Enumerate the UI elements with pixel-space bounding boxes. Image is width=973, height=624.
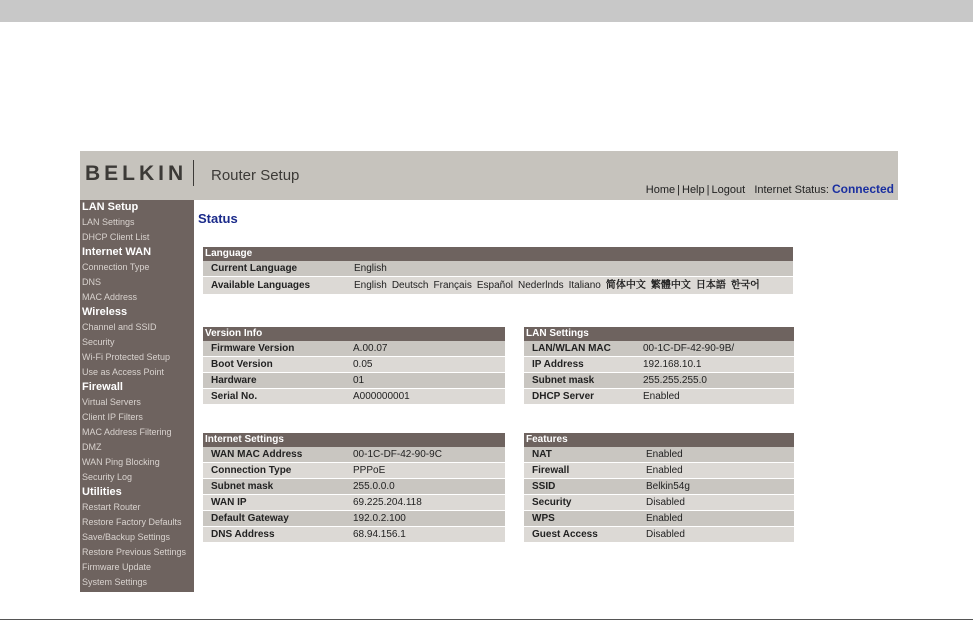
sidebar-item-firmware-update[interactable]: Firmware Update (82, 562, 152, 572)
row-value: 68.94.156.1 (353, 529, 406, 540)
table-row (524, 389, 794, 405)
language-link[interactable]: English (354, 280, 387, 291)
sidebar-item-mac-filtering[interactable]: MAC Address Filtering (82, 427, 172, 437)
row-value: A.00.07 (353, 343, 388, 354)
row-value: A000000001 (353, 391, 410, 402)
table-row (203, 373, 505, 389)
row-label: WPS (532, 513, 555, 524)
row-label: Firewall (532, 465, 570, 476)
belkin-logo: BELKIN (85, 162, 188, 185)
language-link[interactable]: Français (433, 280, 472, 291)
link-separator: | (677, 184, 680, 196)
sidebar-item-access-point[interactable]: Use as Access Point (82, 367, 165, 377)
sidebar-item-security-log[interactable]: Security Log (82, 472, 133, 482)
row-value: 01 (353, 375, 365, 386)
table-row (524, 527, 794, 543)
sidebar-item-restart-router[interactable]: Restart Router (82, 502, 141, 512)
logout-link[interactable]: Logout (711, 184, 746, 196)
row-label: DNS Address (211, 529, 275, 540)
row-label: Security (532, 497, 572, 508)
language-link[interactable]: 简体中文 (605, 280, 646, 291)
table-row (203, 511, 505, 527)
language-link[interactable]: Nederlnds (518, 280, 564, 291)
table-row (203, 447, 505, 463)
sidebar-section-lan-setup[interactable]: LAN Setup (82, 201, 139, 213)
row-value: 00-1C-DF-42-90-9B/ (643, 343, 735, 354)
table-row (524, 341, 794, 357)
sidebar-item-mac-address[interactable]: MAC Address (82, 292, 138, 302)
sidebar-item-restore-previous[interactable]: Restore Previous Settings (82, 547, 187, 557)
table-row (524, 373, 794, 389)
internet-settings-panel (203, 433, 505, 543)
row-label: Firmware Version (211, 343, 295, 354)
row-label: Connection Type (211, 465, 292, 476)
sidebar-section-wireless[interactable]: Wireless (82, 306, 128, 318)
table-row (524, 447, 794, 463)
table-row (524, 357, 794, 373)
main-content (194, 200, 898, 592)
table-row (203, 389, 505, 405)
table-row (203, 357, 505, 373)
sidebar-item-dns[interactable]: DNS (82, 277, 102, 287)
table-row (203, 463, 505, 479)
features-panel (524, 433, 794, 543)
row-label: WAN IP (211, 497, 247, 508)
table-row (203, 341, 505, 357)
row-label: SSID (532, 481, 556, 492)
panel-header: LAN Settings (524, 327, 794, 341)
row-label: Current Language (211, 263, 298, 274)
row-value: 192.168.10.1 (643, 359, 702, 370)
sidebar-section-firewall[interactable]: Firewall (82, 381, 123, 393)
language-panel (203, 247, 793, 295)
language-links (354, 277, 765, 294)
language-link[interactable]: Italiano (568, 280, 601, 291)
row-value: 192.0.2.100 (353, 513, 406, 524)
table-row (524, 479, 794, 495)
row-value: Disabled (646, 529, 685, 540)
sidebar-item-client-ip-filters[interactable]: Client IP Filters (82, 412, 143, 422)
sidebar-section-utilities[interactable]: Utilities (82, 486, 122, 498)
sidebar-item-wan-ping-blocking[interactable]: WAN Ping Blocking (82, 457, 160, 467)
table-row (203, 277, 793, 295)
home-link[interactable]: Home (645, 184, 676, 196)
page-divider (0, 619, 973, 620)
row-value: PPPoE (353, 465, 386, 476)
sidebar-section-internet-wan[interactable]: Internet WAN (82, 246, 152, 258)
row-label: Available Languages (211, 280, 311, 291)
row-value: Enabled (646, 513, 683, 524)
panel-header: Language (203, 247, 793, 261)
language-link[interactable]: 繁體中文 (650, 280, 691, 291)
sidebar (80, 200, 194, 592)
row-value: 00-1C-DF-42-90-9C (353, 449, 442, 460)
top-links (646, 182, 894, 196)
row-label: LAN/WLAN MAC (532, 343, 611, 354)
version-info-panel (203, 327, 505, 405)
sidebar-item-restore-defaults[interactable]: Restore Factory Defaults (82, 517, 182, 527)
router-setup-window (80, 151, 898, 592)
sidebar-item-channel-ssid[interactable]: Channel and SSID (82, 322, 157, 332)
row-label: Serial No. (211, 391, 258, 402)
panel-header: Features (524, 433, 794, 447)
row-value: Belkin54g (646, 481, 690, 492)
lan-settings-panel (524, 327, 794, 405)
app-title: Router Setup (211, 167, 300, 184)
sidebar-item-wps[interactable]: Wi-Fi Protected Setup (82, 352, 171, 362)
sidebar-item-lan-settings[interactable]: LAN Settings (82, 217, 135, 227)
row-value: 255.255.255.0 (643, 375, 707, 386)
table-row (203, 261, 793, 277)
table-row (524, 495, 794, 511)
row-label: Subnet mask (532, 375, 595, 386)
row-label: Hardware (211, 375, 257, 386)
language-link[interactable]: 한국어 (730, 280, 760, 291)
row-label: IP Address (532, 359, 584, 370)
table-row (203, 527, 505, 543)
row-value: 255.0.0.0 (353, 481, 395, 492)
language-link[interactable]: 日本語 (695, 280, 726, 291)
row-label: Default Gateway (211, 513, 289, 524)
row-value: Enabled (646, 465, 683, 476)
sidebar-item-dhcp-client-list[interactable]: DHCP Client List (82, 232, 150, 242)
sidebar-item-save-backup[interactable]: Save/Backup Settings (82, 532, 171, 542)
internet-status-value: Connected (831, 182, 894, 196)
table-row (203, 479, 505, 495)
sidebar-item-security[interactable]: Security (82, 337, 115, 347)
row-value: Enabled (646, 449, 683, 460)
sidebar-item-system-settings[interactable]: System Settings (82, 577, 148, 587)
row-value: 69.225.204.118 (353, 497, 422, 508)
sidebar-item-dmz[interactable]: DMZ (82, 442, 102, 452)
page-title: Status (198, 211, 238, 226)
row-label: Boot Version (211, 359, 273, 370)
row-value: Disabled (646, 497, 685, 508)
row-label: NAT (532, 449, 552, 460)
help-link[interactable]: Help (682, 184, 705, 196)
panel-header: Internet Settings (203, 433, 505, 447)
sidebar-item-virtual-servers[interactable]: Virtual Servers (82, 397, 141, 407)
header (80, 151, 898, 200)
table-row (524, 463, 794, 479)
panel-header: Version Info (203, 327, 505, 341)
row-value: Enabled (643, 391, 680, 402)
logo-divider (193, 160, 194, 186)
link-separator: | (706, 184, 710, 196)
top-bar (0, 0, 973, 22)
row-label: Guest Access (532, 529, 598, 540)
row-label: WAN MAC Address (211, 449, 303, 460)
row-label: Subnet mask (211, 481, 274, 492)
sidebar-item-connection-type[interactable]: Connection Type (82, 262, 150, 272)
internet-status-label: Internet Status: (754, 184, 829, 196)
table-row (203, 495, 505, 511)
row-value: English (354, 263, 387, 274)
language-link[interactable]: Español (476, 280, 513, 291)
table-row (524, 511, 794, 527)
row-value: 0.05 (353, 359, 373, 370)
language-link[interactable]: Deutsch (391, 280, 429, 291)
row-label: DHCP Server (532, 391, 595, 402)
